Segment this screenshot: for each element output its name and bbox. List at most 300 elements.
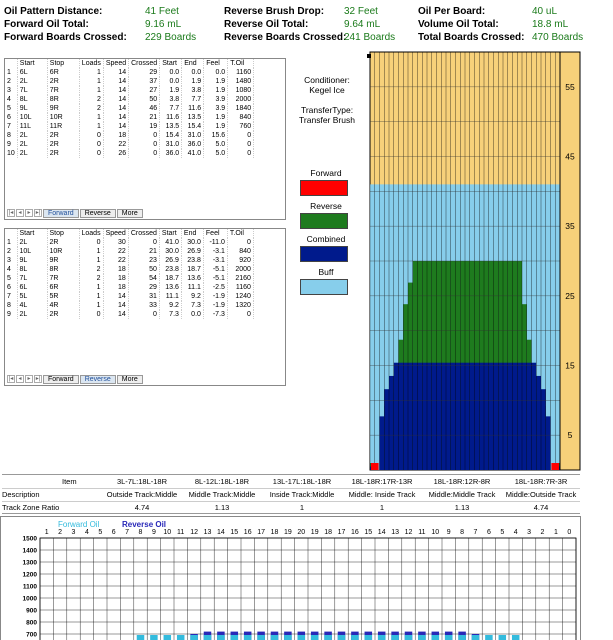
table-cell[interactable]: 0.0: [181, 310, 203, 319]
combined-oil-bar: [403, 363, 408, 470]
combined-oil-bar: [517, 363, 522, 470]
table-cell[interactable]: -5.1: [203, 274, 227, 283]
table-cell[interactable]: -5.1: [203, 265, 227, 274]
forward-header-row: [5, 59, 254, 68]
combined-oil-bar: [536, 376, 541, 470]
table-cell[interactable]: 2L: [17, 238, 47, 247]
forward-oil-bar: [351, 635, 359, 640]
table-cell[interactable]: 30.0: [181, 238, 203, 247]
table-cell[interactable]: 22: [103, 247, 128, 256]
table-cell[interactable]: 23.8: [159, 265, 181, 274]
table-cell[interactable]: 2R: [47, 131, 79, 140]
board-number-label: 9: [151, 529, 156, 536]
zone-description-4: Middle: Inside Track: [348, 490, 416, 499]
table-cell[interactable]: 2R: [47, 140, 79, 149]
board-number-label: 6: [111, 529, 116, 536]
table-cell[interactable]: 26: [103, 149, 128, 158]
board-number-label: 17: [337, 529, 346, 536]
zone-ratio-2: 1.13: [214, 503, 230, 512]
table-cell[interactable]: 10: [5, 149, 17, 158]
table-cell[interactable]: 1840: [228, 104, 254, 113]
forward-oil-bar: [445, 635, 453, 640]
tab-reverse[interactable]: Reverse: [80, 209, 116, 218]
table-cell[interactable]: 9R: [47, 104, 79, 113]
forward-oil-bar: [190, 635, 198, 640]
table-cell[interactable]: 29: [129, 68, 160, 77]
table-cell[interactable]: 1: [79, 292, 103, 301]
table-cell[interactable]: 4L: [17, 301, 47, 310]
table-cell[interactable]: 1320: [227, 301, 253, 310]
table-cell[interactable]: 1.9: [204, 122, 228, 131]
table-cell[interactable]: 8R: [47, 95, 79, 104]
table-cell[interactable]: 0: [79, 310, 103, 319]
table-cell[interactable]: -3.1: [203, 256, 227, 265]
next-sheet-icon[interactable]: ▸: [25, 375, 33, 383]
forward-oil-bar: [458, 635, 466, 640]
table-cell[interactable]: 5.0: [204, 149, 228, 158]
table-cell[interactable]: 13.6: [159, 283, 181, 292]
table-cell[interactable]: 15.4: [160, 131, 182, 140]
reverse-brush-drop-label: Reverse Brush Drop:: [224, 6, 325, 17]
board-number-label: 7: [125, 529, 130, 536]
table-cell[interactable]: 15.4: [182, 122, 204, 131]
table-cell[interactable]: 1: [5, 68, 17, 77]
table-cell[interactable]: 840: [227, 247, 253, 256]
table-cell[interactable]: 41.0: [159, 238, 181, 247]
reverse-column-header: Feel: [203, 229, 227, 238]
table-cell[interactable]: 0.0: [182, 68, 204, 77]
table-cell[interactable]: 41.0: [182, 149, 204, 158]
table-cell[interactable]: 0: [79, 131, 103, 140]
zone-ratio-1: 4.74: [134, 503, 150, 512]
table-cell[interactable]: 7R: [47, 274, 79, 283]
table-cell[interactable]: 1: [79, 256, 103, 265]
y-tick-label: 700: [26, 631, 37, 639]
forward-oil-bar: [257, 635, 265, 640]
table-cell[interactable]: 21: [129, 113, 160, 122]
table-cell[interactable]: 0: [79, 149, 103, 158]
prev-sheet-icon[interactable]: ◂: [16, 209, 24, 217]
table-cell[interactable]: 23: [128, 256, 159, 265]
oil-per-board-label: Oil Per Board:: [418, 6, 486, 17]
zone-description-2: Middle Track:Middle: [188, 490, 256, 499]
table-cell[interactable]: 14: [103, 292, 128, 301]
table-cell[interactable]: 8L: [17, 265, 47, 274]
table-cell[interactable]: 2L: [17, 131, 47, 140]
table-cell[interactable]: 1.9: [204, 86, 228, 95]
table-cell[interactable]: 14: [103, 122, 128, 131]
distance-tick-label: 35: [565, 221, 575, 232]
tab-reverse[interactable]: Reverse: [80, 375, 116, 384]
table-cell[interactable]: 31: [128, 292, 159, 301]
distance-tick-label: 15: [565, 360, 575, 371]
table-cell[interactable]: 5: [5, 104, 17, 113]
table-cell[interactable]: 29: [128, 283, 159, 292]
table-cell[interactable]: 26.9: [181, 247, 203, 256]
table-row: [5, 310, 253, 319]
combined-oil-bar: [460, 363, 465, 470]
reverse-oil-total-label: Reverse Oil Total:: [224, 19, 309, 30]
table-cell[interactable]: 1: [5, 238, 17, 247]
table-cell[interactable]: 2: [79, 95, 103, 104]
zone-ratio-row: [2, 501, 580, 513]
table-row: [5, 274, 253, 283]
forward-oil-bar: [378, 635, 386, 640]
board-number-label: 5: [500, 529, 505, 536]
combined-oil-bar: [384, 389, 389, 470]
table-cell[interactable]: 5.0: [204, 140, 228, 149]
table-cell[interactable]: 22: [103, 256, 128, 265]
distance-tick-label: 25: [565, 290, 575, 301]
table-cell[interactable]: 33: [128, 301, 159, 310]
table-cell[interactable]: 0: [79, 140, 103, 149]
reverse-header-row: [5, 229, 253, 238]
table-cell[interactable]: 7R: [47, 86, 79, 95]
table-cell[interactable]: 30: [103, 238, 128, 247]
table-cell[interactable]: 3.8: [160, 95, 182, 104]
table-cell[interactable]: 2000: [228, 95, 254, 104]
first-sheet-icon[interactable]: |◂: [8, 210, 14, 216]
table-cell[interactable]: 36.0: [160, 149, 182, 158]
table-cell[interactable]: 14: [103, 77, 128, 86]
table-cell[interactable]: 10L: [17, 113, 47, 122]
combined-oil-bar: [413, 363, 418, 470]
table-cell[interactable]: 46: [129, 104, 160, 113]
table-cell[interactable]: 31.0: [182, 131, 204, 140]
table-cell[interactable]: 840: [228, 113, 254, 122]
combined-oil-bar: [446, 363, 451, 470]
table-cell[interactable]: 7.7: [182, 95, 204, 104]
table-cell[interactable]: 23.8: [181, 256, 203, 265]
table-cell[interactable]: 30.0: [159, 247, 181, 256]
table-cell[interactable]: 14: [103, 113, 128, 122]
board-number-label: 2: [540, 529, 545, 536]
oil-per-board-value: 40 uL: [532, 6, 558, 17]
table-cell[interactable]: 1160: [227, 283, 253, 292]
table-cell[interactable]: 5R: [47, 292, 79, 301]
zone-item-1: 3L-7L:18L-18R: [116, 477, 168, 486]
table-row: [5, 301, 253, 310]
table-cell[interactable]: 26.9: [159, 256, 181, 265]
board-number-label: 12: [190, 529, 198, 536]
forward-column-header: Speed: [103, 59, 128, 68]
table-cell[interactable]: 14: [103, 310, 128, 319]
legend-buff-label: Buff: [318, 267, 334, 277]
table-cell[interactable]: 5: [5, 274, 17, 283]
table-cell[interactable]: 37: [129, 77, 160, 86]
table-cell[interactable]: -11.0: [203, 238, 227, 247]
combined-oil-bar: [418, 363, 423, 470]
table-cell[interactable]: 2L: [17, 140, 47, 149]
table-cell[interactable]: 0: [228, 149, 254, 158]
zone-ratio-3: 1: [299, 503, 305, 512]
table-cell[interactable]: 2L: [17, 149, 47, 158]
combined-oil-bar: [508, 363, 513, 470]
table-cell[interactable]: 760: [228, 122, 254, 131]
table-cell[interactable]: 1: [79, 77, 103, 86]
board-number-label: 11: [418, 529, 426, 536]
table-cell[interactable]: 920: [227, 256, 253, 265]
zone-ratio-6: 4.74: [533, 503, 549, 512]
table-cell[interactable]: 7L: [17, 274, 47, 283]
tab-forward[interactable]: Forward: [43, 375, 79, 384]
table-cell[interactable]: 0: [228, 131, 254, 140]
table-cell[interactable]: 14: [103, 104, 128, 113]
table-cell[interactable]: -1.9: [203, 301, 227, 310]
table-cell[interactable]: 7.3: [181, 301, 203, 310]
table-cell[interactable]: 6L: [17, 283, 47, 292]
table-cell[interactable]: 0: [128, 310, 159, 319]
table-cell[interactable]: 1: [79, 113, 103, 122]
table-cell[interactable]: 19: [129, 122, 160, 131]
table-cell[interactable]: 1240: [227, 292, 253, 301]
table-cell[interactable]: 11L: [17, 122, 47, 131]
table-cell[interactable]: -1.9: [203, 292, 227, 301]
table-cell[interactable]: 3.9: [204, 104, 228, 113]
table-cell[interactable]: 1.9: [204, 77, 228, 86]
table-cell[interactable]: 11R: [47, 122, 79, 131]
table-cell[interactable]: 4: [5, 265, 17, 274]
zone-item-6: 18L-18R:7R-3R: [514, 477, 568, 486]
table-cell[interactable]: 18.7: [159, 274, 181, 283]
table-cell[interactable]: 2: [5, 247, 17, 256]
table-cell[interactable]: 7L: [17, 86, 47, 95]
reverse-column-header: [5, 229, 17, 238]
header-row-1: [0, 6, 613, 18]
table-cell[interactable]: 1.9: [182, 77, 204, 86]
table-cell[interactable]: 2: [79, 265, 103, 274]
corner-marker: [367, 54, 371, 58]
table-cell[interactable]: 8: [5, 301, 17, 310]
table-cell[interactable]: 9: [5, 140, 17, 149]
reverse-boards-crossed-value: 241 Boards: [344, 32, 396, 43]
table-cell[interactable]: 22: [103, 140, 128, 149]
board-number-label: 11: [177, 529, 185, 536]
combined-oil-bar: [522, 363, 527, 470]
forward-oil-bar: [405, 635, 413, 640]
table-cell[interactable]: 10R: [47, 113, 79, 122]
reverse-brush-drop-value: 32 Feet: [344, 6, 378, 17]
zone-description-3: Inside Track:Middle: [269, 490, 335, 499]
combined-oil-bar: [441, 363, 446, 470]
distance-tick-label: 5: [567, 430, 573, 441]
combined-oil-bar: [527, 363, 532, 470]
table-cell[interactable]: 31.0: [160, 140, 182, 149]
table-row: [5, 104, 254, 113]
table-cell[interactable]: 7.7: [160, 104, 182, 113]
table-cell[interactable]: 0.0: [160, 68, 182, 77]
table-cell[interactable]: 11.6: [160, 113, 182, 122]
table-cell[interactable]: 9: [5, 310, 17, 319]
table-cell[interactable]: 2R: [47, 238, 79, 247]
table-cell[interactable]: -2.5: [203, 283, 227, 292]
next-sheet-icon[interactable]: ▸: [25, 209, 33, 217]
oil-pattern-distance-label: Oil Pattern Distance:: [4, 6, 103, 17]
table-cell[interactable]: 36.0: [182, 140, 204, 149]
table-cell[interactable]: 15.6: [204, 131, 228, 140]
table-cell[interactable]: 3.8: [182, 86, 204, 95]
table-cell[interactable]: 0: [228, 140, 254, 149]
prev-sheet-icon[interactable]: ◂: [16, 375, 24, 383]
conditioner-label: Conditioner:: [304, 75, 350, 85]
table-cell[interactable]: 0.0: [204, 68, 228, 77]
table-cell[interactable]: 18: [103, 265, 128, 274]
forward-column-header: Feel: [204, 59, 228, 68]
table-cell[interactable]: 14: [103, 86, 128, 95]
tab-more[interactable]: More: [117, 375, 143, 384]
table-cell[interactable]: 0: [129, 140, 160, 149]
table-cell[interactable]: 1: [79, 283, 103, 292]
table-cell[interactable]: 13.6: [181, 274, 203, 283]
table-cell[interactable]: 0: [79, 238, 103, 247]
table-cell[interactable]: 6R: [47, 68, 79, 77]
table-cell[interactable]: 0: [227, 238, 253, 247]
table-cell[interactable]: 18: [103, 131, 128, 140]
table-cell[interactable]: 1.9: [160, 86, 182, 95]
table-cell[interactable]: 14: [103, 301, 128, 310]
table-cell[interactable]: 1: [79, 86, 103, 95]
table-cell[interactable]: 1160: [228, 68, 254, 77]
table-cell[interactable]: 18.7: [181, 265, 203, 274]
table-cell[interactable]: 50: [128, 265, 159, 274]
table-cell[interactable]: 14: [103, 68, 128, 77]
legend-reverse-oil: Reverse Oil: [122, 520, 167, 529]
y-tick-label: 1000: [22, 595, 37, 603]
table-cell[interactable]: 6L: [17, 68, 47, 77]
forward-column-header: Start: [17, 59, 47, 68]
table-cell[interactable]: 2R: [47, 149, 79, 158]
table-cell[interactable]: 10R: [47, 247, 79, 256]
table-cell[interactable]: 21: [128, 247, 159, 256]
table-cell[interactable]: 1: [79, 122, 103, 131]
last-sheet-icon[interactable]: ▸|: [35, 210, 41, 216]
table-cell[interactable]: 50: [129, 95, 160, 104]
table-cell[interactable]: 9L: [17, 256, 47, 265]
table-row: [5, 86, 254, 95]
table-cell[interactable]: 6: [5, 113, 17, 122]
table-cell[interactable]: 6: [5, 283, 17, 292]
table-cell[interactable]: 11.6: [182, 104, 204, 113]
table-cell[interactable]: 0.0: [160, 77, 182, 86]
table-cell[interactable]: 2000: [227, 265, 253, 274]
table-cell[interactable]: 2160: [227, 274, 253, 283]
table-cell[interactable]: 4R: [47, 301, 79, 310]
table-cell[interactable]: 7: [5, 122, 17, 131]
zone-ratio-label: Track Zone Ratio: [2, 503, 60, 512]
table-cell[interactable]: 0: [129, 149, 160, 158]
table-cell[interactable]: -7.3: [203, 310, 227, 319]
tab-forward[interactable]: Forward: [43, 209, 79, 218]
table-cell[interactable]: 9R: [47, 256, 79, 265]
table-cell[interactable]: 11.1: [181, 283, 203, 292]
table-cell[interactable]: 8R: [47, 265, 79, 274]
table-cell[interactable]: 3: [5, 256, 17, 265]
table-cell[interactable]: 6R: [47, 283, 79, 292]
forward-column-header: [5, 59, 17, 68]
forward-oil-bar: [137, 635, 145, 640]
table-cell[interactable]: 2: [79, 104, 103, 113]
table-cell[interactable]: 1: [79, 68, 103, 77]
forward-oil-bar: [311, 635, 319, 640]
table-cell[interactable]: 2: [5, 77, 17, 86]
legend-forward-label: Forward: [310, 168, 342, 178]
table-cell[interactable]: 54: [128, 274, 159, 283]
combined-oil-bar: [422, 363, 427, 470]
table-cell[interactable]: 1: [79, 247, 103, 256]
tab-more[interactable]: More: [117, 209, 143, 218]
table-cell[interactable]: 0: [227, 310, 253, 319]
forward-oil-bar: [324, 635, 332, 640]
combined-oil-bar: [479, 363, 484, 470]
board-number-label: 6: [486, 529, 491, 536]
y-tick-label: 1200: [22, 571, 37, 579]
table-cell[interactable]: 3.9: [204, 95, 228, 104]
board-number-label: 8: [138, 529, 143, 536]
table-cell[interactable]: 3: [5, 86, 17, 95]
table-cell[interactable]: 2R: [47, 77, 79, 86]
table-cell[interactable]: 1480: [228, 77, 254, 86]
board-number-label: 4: [513, 529, 518, 536]
table-cell[interactable]: 2R: [47, 310, 79, 319]
table-cell[interactable]: 7: [5, 292, 17, 301]
combined-oil-bar: [484, 363, 489, 470]
table-cell[interactable]: 0: [129, 131, 160, 140]
table-cell[interactable]: 9.2: [159, 301, 181, 310]
forward-oil-bar: [391, 635, 399, 640]
table-cell[interactable]: 13.5: [160, 122, 182, 131]
table-cell[interactable]: 0: [128, 238, 159, 247]
table-cell[interactable]: 1080: [228, 86, 254, 95]
legend-forward-swatch: [300, 180, 348, 196]
last-sheet-icon[interactable]: ▸|: [35, 376, 41, 382]
zone-item-label: Item: [62, 477, 77, 486]
table-cell[interactable]: 4: [5, 95, 17, 104]
board-number-label: 14: [377, 529, 386, 536]
table-cell[interactable]: 9.2: [181, 292, 203, 301]
zone-description-1: Outside Track:Middle: [106, 490, 178, 499]
board-number-label: 5: [98, 529, 103, 536]
table-cell[interactable]: 7.3: [159, 310, 181, 319]
table-cell[interactable]: 9L: [17, 104, 47, 113]
board-number-label: 3: [527, 529, 532, 536]
table-cell[interactable]: 10L: [17, 247, 47, 256]
table-cell[interactable]: 2L: [17, 310, 47, 319]
table-cell[interactable]: 14: [103, 95, 128, 104]
board-number-label: 12: [404, 529, 413, 536]
table-cell[interactable]: 1: [79, 301, 103, 310]
first-sheet-icon[interactable]: |◂: [8, 376, 14, 382]
table-cell[interactable]: 8L: [17, 95, 47, 104]
table-cell[interactable]: 1.9: [204, 113, 228, 122]
table-row: [5, 113, 254, 122]
table-cell[interactable]: 5L: [17, 292, 47, 301]
table-cell[interactable]: 2L: [17, 77, 47, 86]
transfer-type-value: Transfer Brush: [299, 115, 355, 125]
y-tick-label: 900: [26, 607, 37, 615]
combined-oil-bar: [541, 389, 546, 470]
forward-oil-bar: [217, 635, 225, 640]
table-row: [5, 77, 254, 86]
table-cell[interactable]: 11.1: [159, 292, 181, 301]
table-cell[interactable]: 8: [5, 131, 17, 140]
table-cell[interactable]: 18: [103, 274, 128, 283]
table-cell[interactable]: 2: [79, 274, 103, 283]
table-cell[interactable]: 13.5: [182, 113, 204, 122]
zone-description-5: Middle:Middle Track: [428, 490, 496, 499]
table-cell[interactable]: 18: [103, 283, 128, 292]
table-cell[interactable]: 27: [129, 86, 160, 95]
table-cell[interactable]: -3.1: [203, 247, 227, 256]
